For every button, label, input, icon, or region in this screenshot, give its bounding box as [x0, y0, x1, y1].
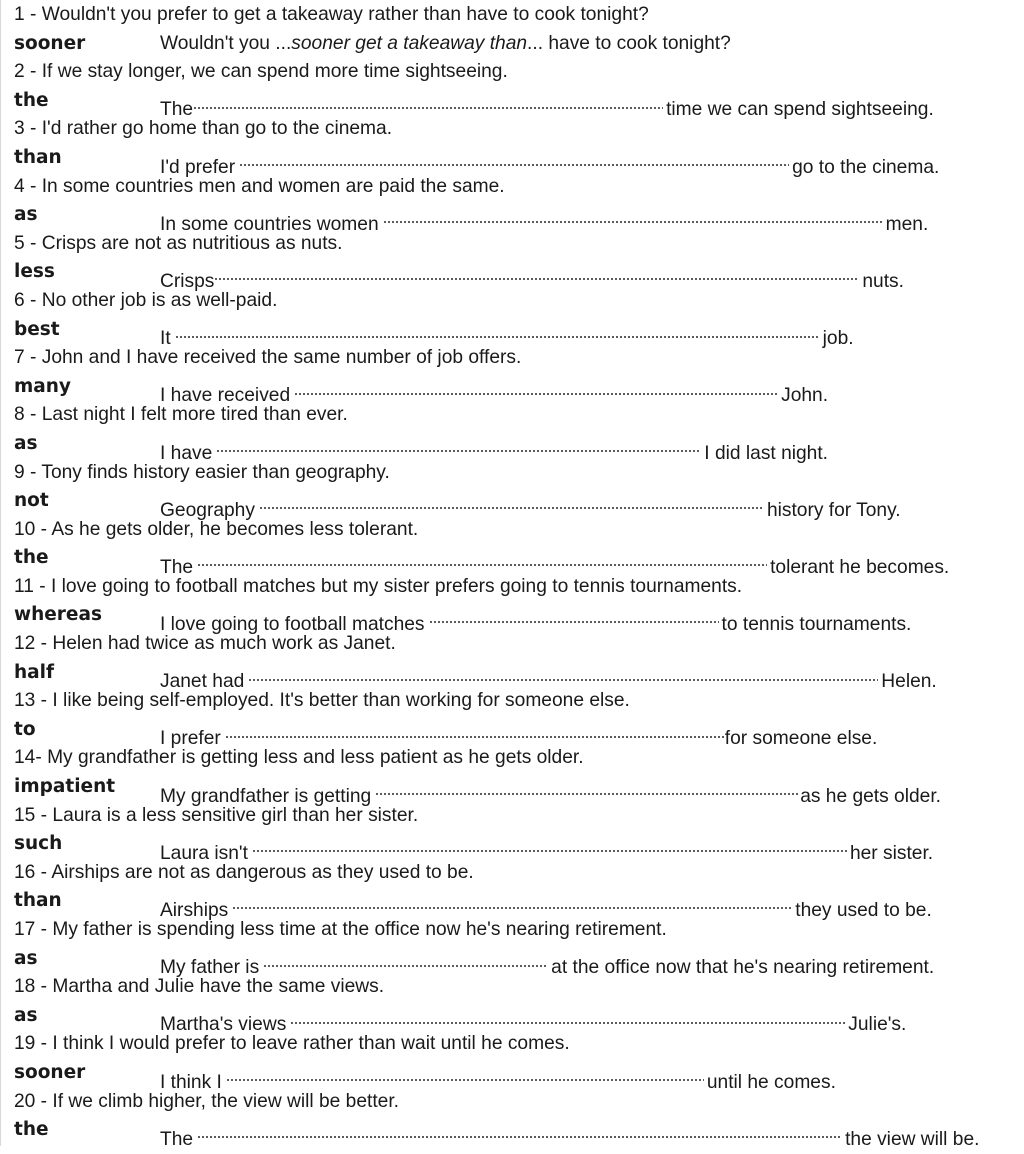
original-sentence: 8 - Last night I felt more tired than ever.: [14, 404, 348, 426]
rewrite-sentence: [160, 316, 854, 354]
answer-blank[interactable]: [197, 1116, 842, 1145]
rewrite-start: I have: [160, 442, 213, 464]
rewrite-sentence: [160, 544, 949, 582]
answer-row: [1, 30, 1024, 59]
original-sentence: 9 - Tony finds history easier than geography.: [14, 461, 390, 483]
rewrite-end: at the office now that he's nearing retirement.: [551, 957, 935, 979]
answer-row: [1, 1059, 1024, 1093]
rewrite-sentence: [160, 487, 901, 525]
keyword: sooner: [14, 1061, 86, 1083]
rewrite-start: The: [160, 1128, 194, 1150]
rewrite-sentence: [160, 1116, 979, 1154]
answer-blank[interactable]: [216, 430, 701, 459]
answer-row: [1, 659, 1024, 693]
rewrite-sentence: [160, 87, 934, 125]
rewrite-start: I love going to football matches: [160, 614, 425, 636]
rewrite-sentence: [160, 659, 937, 697]
answer-row: [1, 258, 1024, 292]
original-sentence: 18 - Martha and Julie have the same views.: [14, 976, 385, 998]
original-sentence: 4 - In some countries men and women are paid the same.: [14, 175, 505, 197]
answer-row: [1, 373, 1024, 407]
answer-blank[interactable]: [383, 201, 883, 230]
answer-blank[interactable]: [175, 316, 820, 345]
original-sentence: 2 - If we stay longer, we can spend more time sightseeing.: [14, 61, 508, 83]
original-sentence: 12 - Helen had twice as much work as Janet.: [14, 633, 396, 655]
answer-blank[interactable]: [294, 373, 778, 402]
original-sentence: 14- My grandfather is getting less and less patient as he gets older.: [14, 747, 584, 769]
answer-row: [1, 144, 1024, 178]
keyword: not: [14, 490, 49, 512]
answer-row: [1, 945, 1024, 979]
keyword: as: [14, 204, 38, 226]
keyword: impatient: [14, 776, 116, 798]
answer-blank[interactable]: [252, 830, 847, 859]
keyword: the: [14, 1119, 49, 1141]
rewrite-end: to tennis tournaments.: [721, 614, 912, 636]
answer-row: [1, 201, 1024, 235]
rewrite-sentence: [160, 144, 939, 182]
answer-blank[interactable]: [290, 1002, 845, 1031]
answer-blank[interactable]: [248, 659, 878, 688]
rewrite-start: The: [160, 99, 194, 121]
original-sentence: 3 - I'd rather go home than go to the cinema.: [14, 118, 393, 140]
original-sentence: 20 - If we climb higher, the view will be better.: [14, 1090, 399, 1112]
keyword: many: [14, 375, 71, 397]
rewrite-start: Wouldn't you ...: [160, 32, 292, 54]
rewrite-end: ... have to cook tonight?: [527, 32, 731, 54]
rewrite-start: Airships: [160, 900, 229, 921]
rewrite-end: time we can spend sightseeing.: [666, 99, 934, 121]
keyword: as: [14, 1004, 38, 1026]
rewrite-end: her sister.: [849, 842, 934, 864]
rewrite-start: The: [160, 556, 194, 578]
answer-row: [1, 887, 1024, 921]
rewrite-end: until he comes.: [706, 1071, 836, 1093]
keyword: as: [14, 947, 38, 969]
answer-row: [1, 316, 1024, 350]
answer-row: [1, 1116, 1024, 1150]
answer-row: [1, 601, 1024, 636]
original-sentence: 6 - No other job is as well-paid.: [14, 289, 278, 311]
rewrite-end: men.: [885, 213, 929, 235]
answer-row: [1, 430, 1024, 464]
rewrite-sentence: [160, 373, 828, 411]
rewrite-start: I have received: [160, 385, 291, 407]
keyword: whereas: [14, 604, 102, 626]
keyword: half: [14, 661, 55, 683]
rewrite-sentence: [160, 258, 904, 296]
rewrite-sentence: [160, 830, 933, 868]
original-sentence: 5 - Crisps are not as nutritious as nuts.: [14, 232, 343, 254]
rewrite-start: My father is: [160, 957, 260, 979]
answer-blank[interactable]: [375, 773, 800, 802]
rewrite-sentence: [160, 945, 934, 983]
answer-blank[interactable]: [225, 716, 725, 745]
rewrite-sentence: [160, 201, 928, 239]
rewrite-start: Martha's views: [160, 1014, 287, 1036]
rewrite-end: for someone else.: [724, 728, 878, 750]
original-sentence: 13 - I like being self-employed. It's better than working for someone else.: [14, 690, 630, 712]
rewrite-end: Julie's.: [848, 1014, 907, 1036]
keyword: best: [14, 318, 60, 340]
original-sentence: 19 - I think I would prefer to leave rather than wait until he comes.: [14, 1033, 570, 1055]
rewrite-end: job.: [822, 328, 854, 350]
original-sentence: 10 - As he gets older, he becomes less tolerant.: [14, 518, 419, 540]
original-sentence: 15 - Laura is a less sensitive girl than her sister.: [14, 804, 419, 826]
answer-blank[interactable]: [197, 544, 767, 573]
rewrite-end: history for Tony.: [766, 499, 901, 521]
keyword: sooner: [14, 32, 86, 54]
rewrite-end: the view will be.: [845, 1128, 980, 1150]
answer-row: [1, 487, 1024, 521]
rewrite-sentence: [160, 1059, 836, 1097]
original-sentence: 11 - I love going to football matches but my sister prefers going to tennis tournaments.: [14, 575, 743, 597]
exercise-item-1: [1, 0, 1024, 58]
keyword: the: [14, 547, 49, 569]
rewrite-end: Helen.: [881, 671, 937, 693]
answer-row: [1, 773, 1024, 807]
answer-blank[interactable]: [232, 887, 792, 916]
rewrite-end: as he gets older.: [800, 785, 941, 807]
original-sentence: 7 - John and I have received the same number of job offers.: [14, 347, 522, 369]
rewrite-start: I'd prefer: [160, 156, 236, 178]
rewrite-start: It: [160, 328, 171, 350]
rewrite-start: In some countries women: [160, 213, 379, 235]
rewrite-end: go to the cinema.: [792, 156, 940, 178]
answer-row: [1, 1002, 1024, 1036]
keyword: than: [14, 890, 62, 912]
answer-row: [1, 716, 1024, 750]
keyword: less: [14, 261, 55, 283]
keyword: as: [14, 432, 38, 454]
rewrite-sentence: [160, 430, 828, 468]
rewrite-start: Janet had: [160, 671, 245, 693]
original-sentence: 16 - Airships are not as dangerous as they used to be.: [14, 861, 474, 883]
rewrite-end: they used to be.: [795, 900, 932, 921]
keyword: such: [14, 833, 63, 855]
answer-blank[interactable]: [193, 87, 663, 116]
answer-row: [1, 87, 1024, 121]
answer-row: [1, 830, 1024, 864]
answer-blank[interactable]: [214, 258, 859, 287]
rewrite-end: John.: [781, 385, 829, 407]
rewrite-start: My grandfather is getting: [160, 785, 372, 807]
rewrite-completion: sooner get a takeaway than: [291, 32, 528, 54]
keyword: than: [14, 146, 62, 168]
rewrite-end: nuts.: [862, 270, 904, 292]
answer-blank[interactable]: [239, 144, 789, 173]
rewrite-start: Laura isn't: [160, 842, 248, 864]
original-sentence: 1 - Wouldn't you prefer to get a takeaway rather than have to cook tonight?: [14, 4, 649, 25]
answer-blank[interactable]: [226, 1059, 704, 1088]
rewrite-sentence: [160, 716, 877, 754]
rewrite-sentence: [160, 1002, 906, 1040]
rewrite-sentence: [160, 30, 731, 59]
rewrite-end: tolerant he becomes.: [770, 556, 950, 578]
rewrite-sentence: [160, 601, 911, 639]
rewrite-start: Crisps: [160, 270, 215, 292]
rewrite-end: I did last night.: [704, 442, 829, 464]
answer-blank[interactable]: [429, 601, 719, 630]
rewrite-sentence: [160, 773, 941, 811]
original-sentence: 17 - My father is spending less time at the office now he's nearing retirement.: [14, 919, 667, 940]
keyword: the: [14, 89, 49, 111]
answer-blank[interactable]: [259, 487, 764, 516]
answer-blank[interactable]: [263, 945, 548, 974]
keyword: to: [14, 718, 36, 740]
exercise-item-2: [1, 58, 1024, 121]
rewrite-start: I prefer: [160, 728, 221, 750]
answer-row: [1, 544, 1024, 578]
rewrite-start: I think I: [160, 1071, 222, 1093]
rewrite-sentence: [160, 887, 932, 925]
rewrite-start: Geography: [160, 499, 255, 521]
